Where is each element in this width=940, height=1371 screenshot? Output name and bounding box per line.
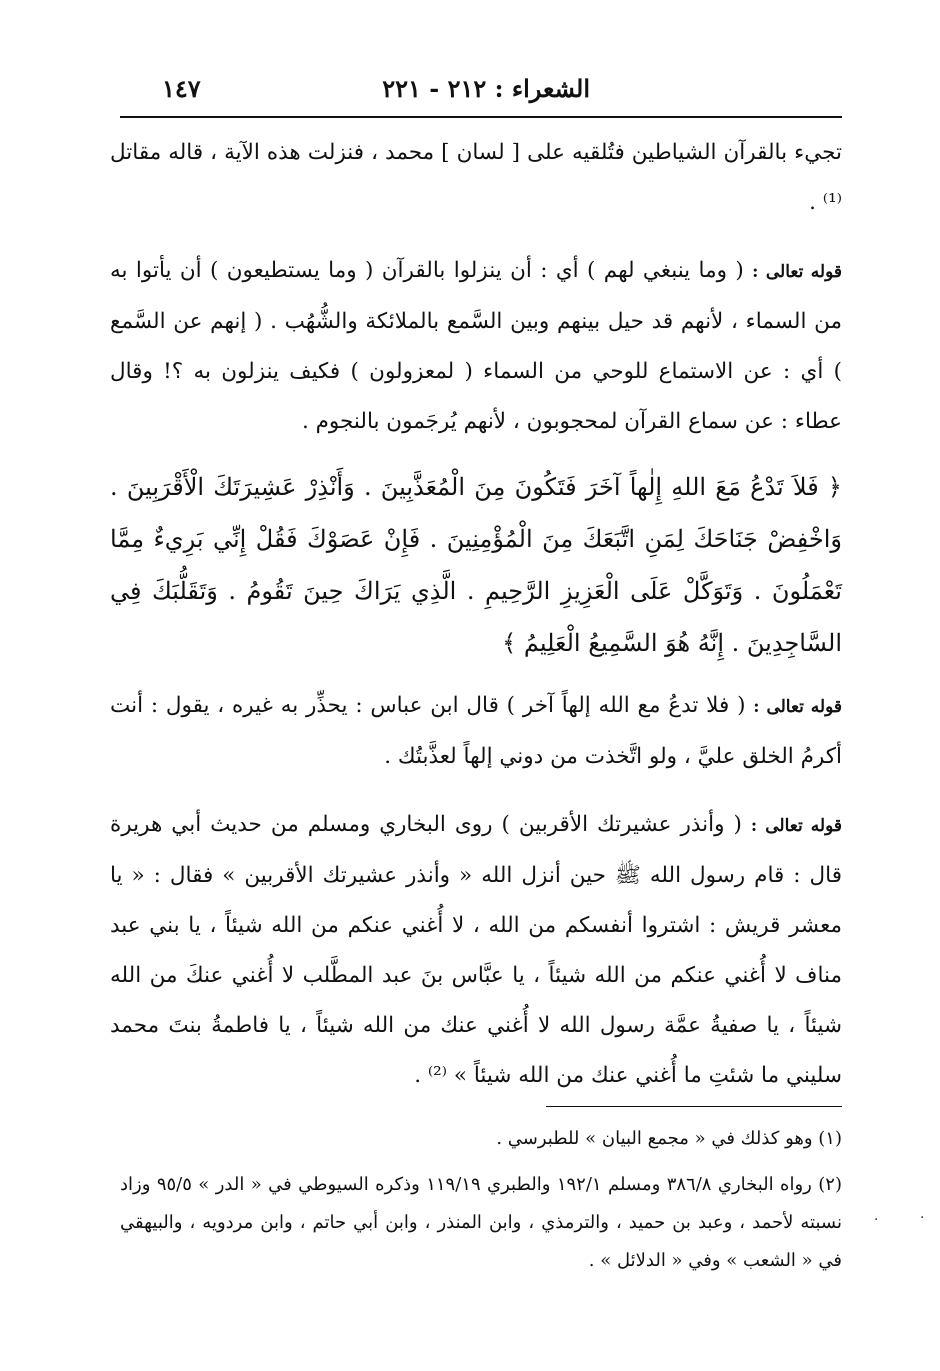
header-rule [120, 116, 842, 118]
paragraph-1: تجيء بالقرآن الشياطين فتُلقيه على [ لسان ] محمد ، فنزلت هذه الآية ، قاله مقاتل ⁽¹⁾ . [110, 140, 842, 215]
page-number: ١٤٧ [162, 74, 201, 103]
paragraph-4 [110, 800, 842, 1101]
paragraph-2 [110, 246, 842, 447]
paragraph-3-lead: قوله تعالى : [753, 697, 842, 717]
paragraph-3 [110, 681, 842, 782]
paragraph-3-text: ( فلا تدعُ مع الله إلهاً آخر ) قال ابن عباس : يحذِّر به غيره ، يقول : أنت أكرمُ الخلق عليَّ ، ولو اتَّخذت من دوني إلهاً لعذَّبتُك . [110, 693, 842, 769]
footnote-1: (١) وهو كذلك في « مجمع البيان » للطبرسي . [496, 1128, 842, 1149]
paragraph-4-lead: قوله تعالى : [750, 816, 843, 836]
footnote-2: (٢) رواه البخاري ٣٨٦/٨ ومسلم ١٩٢/١ والطبري ١١٩/١٩ وذكره السيوطي في « الدر » ٩٥/٥ وزاد نسبته لأحمد ، وعبد بن حميد ، والترمذي ، وابن المنذر ، وابن أبي حاتم ، وابن مردويه ، والبيهقي في « الشعب » وفي « الدلائل » . [120, 1174, 842, 1271]
header-title: الشعراء : ٢١٢ - ٢٢١ [382, 74, 590, 103]
paragraph-2-text: ( وما ينبغي لهم ) أي : أن ينزلوا بالقرآن ( وما يستطيعون ) أن يأتوا به من السماء ، لأنهم قد حيل بينهم وبين السَّمع بالملائكة والشُّهُب . ( إنهم عن السَّمع ) أي : عن الاستماع للوحي من السماء ( لمعزولون ) فكيف ينزلون به ؟! وقال عطاء : عن سماع القرآن لمحجوبون ، لأنهم يُرجَمون بالنجوم . [110, 258, 842, 434]
paragraph-4-text: ( وأنذر عشيرتك الأقربين ) روى البخاري ومسلم من حديث أبي هريرة قال : قام رسول الله ﷺ حين أنزل الله « وأنذر عشيرتك الأقربين » فقال : « يا معشر قريش : اشتروا أنفسكم من الله ، لا أُغني عنكم من الله شيئاً ، يا بني عبد مناف لا أُغني عنكم من الله شيئاً ، يا عبَّاس بنَ عبد المطَّلب لا أُغني عنكَ من الله شيئاً ، يا صفيةُ عمَّة رسول الله لا أُغني عنك من الله شيئاً ، يا فاطمةُ بنتَ محمد سليني ما شئتِ ما أُغني عنك من الله شيئاً » ⁽²⁾ . [110, 812, 842, 1088]
margin-speck: · [920, 1210, 925, 1226]
footnote-rule [546, 1106, 842, 1107]
paragraph-2-lead: قوله تعالى : [752, 262, 842, 282]
running-header [150, 66, 710, 106]
main-text [110, 128, 842, 1101]
quran-verses: ﴿ فَلاَ تَدْعُ مَعَ اللهِ إِلٰهاً آخَرَ فَتَكُونَ مِنَ الْمُعَذَّبِينَ . وَأَنْذِرْ عَشِيرَتَكَ الْأَقْرَبِينَ . وَاخْفِضْ جَنَاحَكَ لِمَنِ اتَّبَعَكَ مِنَ الْمُؤْمِنِينَ . فَإِنْ عَصَوْكَ فَقُلْ إِنِّي بَرِيءٌ مِمَّا تَعْمَلُونَ . وَتَوَكَّلْ عَلَى الْعَزِيزِ الرَّحِيمِ . الَّذِي يَرَاكَ حِينَ تَقُومُ . وَتَقَلُّبَكَ فِي السَّاجِدِينَ . إِنَّهُ هُوَ السَّمِيعُ الْعَلِيمُ ﴾ [110, 473, 842, 657]
margin-speck: · [874, 1212, 879, 1228]
footnotes [120, 1120, 842, 1288]
